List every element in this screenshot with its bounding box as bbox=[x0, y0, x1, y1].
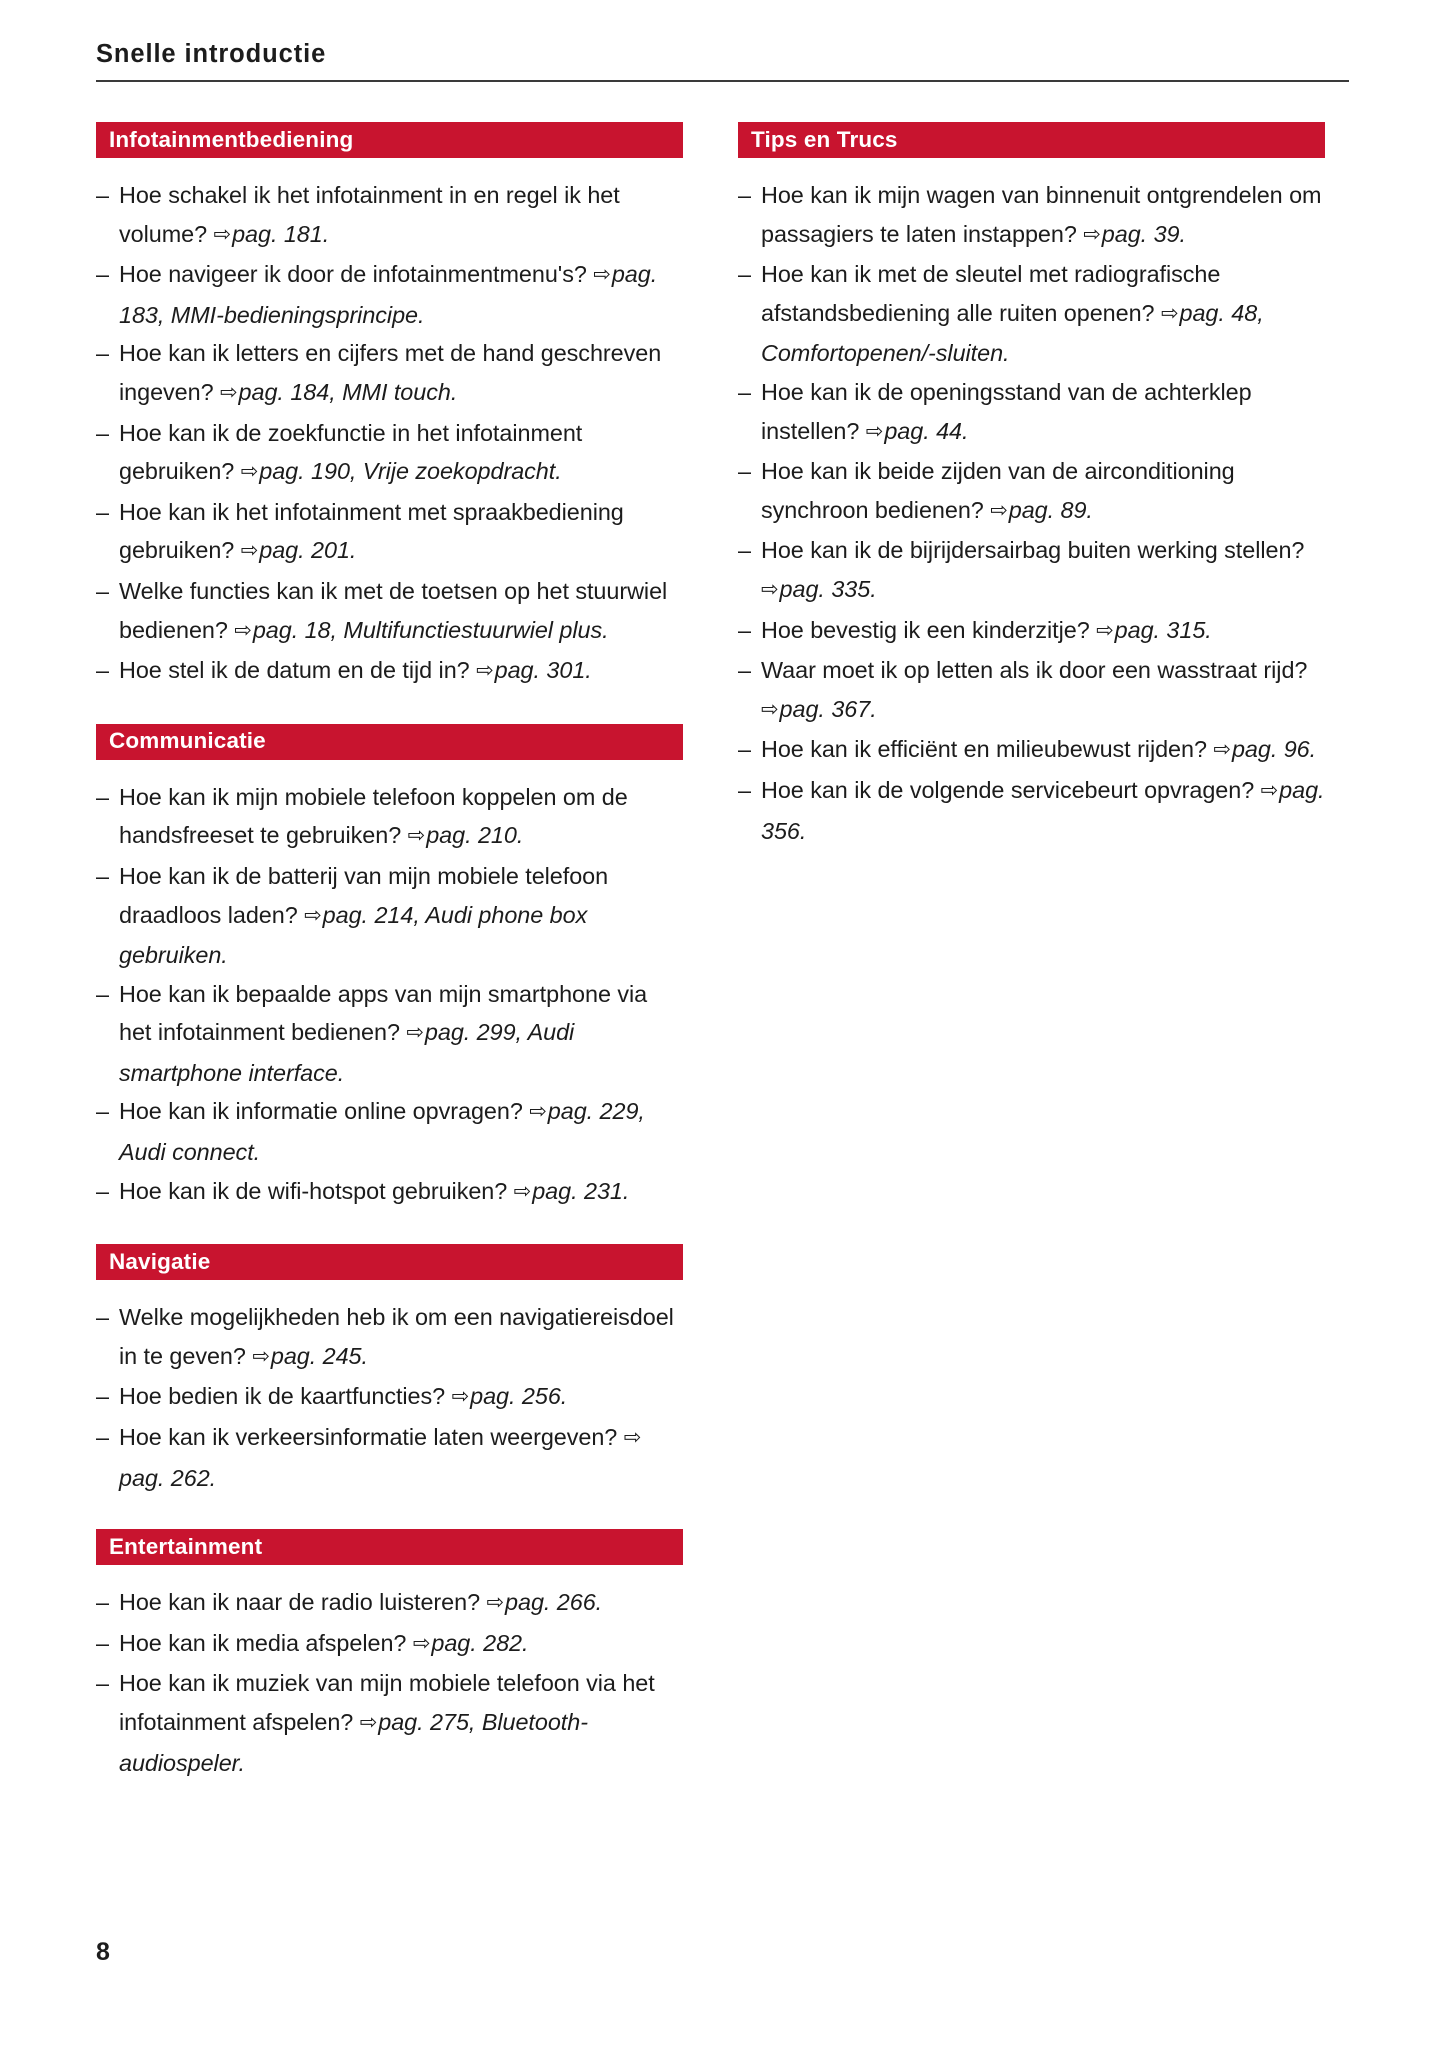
question-text: Hoe navigeer ik door de infotainmentmenu's? bbox=[119, 261, 594, 288]
dash-bullet-icon: – bbox=[96, 657, 109, 684]
cross-reference[interactable] bbox=[1083, 221, 1186, 247]
cross-reference[interactable] bbox=[990, 497, 1093, 523]
cross-reference-label: pag. 210. bbox=[426, 822, 524, 849]
right-arrow-icon: ⇨ bbox=[451, 1385, 470, 1409]
question-text: Hoe kan ik verkeersinformatie laten weergeven? bbox=[119, 1424, 624, 1451]
right-arrow-icon: ⇨ bbox=[406, 1021, 424, 1045]
dash-bullet-icon: – bbox=[96, 498, 109, 525]
question-list bbox=[96, 760, 683, 1213]
section-title: Entertainment bbox=[109, 1533, 263, 1559]
right-arrow-icon: ⇨ bbox=[1096, 618, 1114, 642]
list-item bbox=[738, 611, 1325, 652]
question-text: Hoe bevestig ik een kinderzitje? bbox=[761, 616, 1097, 643]
right-arrow-icon: ⇨ bbox=[304, 903, 322, 927]
cross-reference-label: pag. 190, Vrije zoekopdracht. bbox=[259, 458, 562, 485]
dash-bullet-icon: – bbox=[96, 182, 109, 208]
list-item bbox=[738, 255, 1325, 373]
right-arrow-icon: ⇨ bbox=[1160, 301, 1179, 325]
cross-reference-label: pag. 184, MMI touch. bbox=[238, 378, 458, 405]
cross-reference[interactable] bbox=[761, 576, 877, 602]
cross-reference-label: pag. 262. bbox=[119, 1464, 217, 1491]
section-title: Infotainmentbediening bbox=[109, 126, 354, 152]
question-text: Hoe kan ik mijn wagen van binnenuit ontgrendelen om passagiers te laten instappen? bbox=[761, 182, 1322, 247]
list-item bbox=[96, 857, 683, 975]
cross-reference[interactable] bbox=[252, 1343, 368, 1369]
question-text: Hoe kan ik de bijrijdersairbag buiten werking stellen? bbox=[761, 537, 1305, 564]
cross-reference-label: pag. 44. bbox=[884, 417, 969, 444]
right-arrow-icon: ⇨ bbox=[865, 419, 884, 443]
cross-reference-label: pag. 245. bbox=[270, 1342, 368, 1369]
cross-reference-label: pag. 201. bbox=[259, 537, 357, 564]
question-text: Hoe bedien ik de kaartfuncties? bbox=[119, 1383, 452, 1410]
left-column bbox=[96, 122, 683, 1782]
right-arrow-icon: ⇨ bbox=[1213, 738, 1231, 762]
question-text: Hoe kan ik met de sleutel met radiografische afstandsbediening alle ruiten openen? bbox=[761, 261, 1221, 326]
question-list bbox=[96, 1280, 683, 1497]
question-text: Hoe kan ik de volgende servicebeurt opvragen? bbox=[761, 776, 1261, 803]
list-item bbox=[96, 1298, 683, 1377]
list-item bbox=[96, 1377, 683, 1418]
dash-bullet-icon: – bbox=[96, 1670, 109, 1697]
dash-bullet-icon: – bbox=[96, 419, 109, 446]
cross-reference[interactable] bbox=[1213, 736, 1316, 762]
right-column bbox=[738, 122, 1325, 850]
question-text: Hoe kan ik informatie online opvragen? bbox=[119, 1098, 530, 1125]
question-text: Hoe kan ik beide zijden van de airconditioning synchroon bedienen? bbox=[761, 458, 1235, 523]
right-arrow-icon: ⇨ bbox=[220, 380, 238, 404]
dash-bullet-icon: – bbox=[738, 616, 751, 643]
cross-reference[interactable] bbox=[476, 657, 592, 683]
right-arrow-icon: ⇨ bbox=[213, 222, 232, 246]
question-list bbox=[96, 158, 683, 692]
right-arrow-icon: ⇨ bbox=[1260, 778, 1279, 802]
right-arrow-icon: ⇨ bbox=[1083, 222, 1101, 246]
list-item bbox=[96, 493, 683, 572]
list-item bbox=[96, 176, 683, 255]
header-divider bbox=[96, 80, 1349, 82]
dash-bullet-icon: – bbox=[96, 1177, 109, 1204]
list-item bbox=[96, 651, 683, 692]
right-arrow-icon: ⇨ bbox=[252, 1344, 270, 1368]
list-item bbox=[96, 1664, 683, 1782]
cross-reference-label: pag. 214, Audi phone box gebruiken. bbox=[119, 901, 588, 969]
dash-bullet-icon: – bbox=[738, 378, 751, 405]
question-text: Hoe kan ik bepaalde apps van mijn smartphone via het infotainment bedienen? bbox=[119, 980, 648, 1046]
question-list bbox=[96, 1565, 683, 1782]
list-item bbox=[738, 651, 1325, 730]
right-arrow-icon: ⇨ bbox=[240, 539, 259, 563]
cross-reference[interactable] bbox=[241, 458, 562, 484]
dash-bullet-icon: – bbox=[738, 657, 751, 684]
question-text: Hoe kan ik de zoekfunctie in het infotainment gebruiken? bbox=[119, 419, 583, 485]
cross-reference-label: pag. 183, MMI-bedieningsprincipe. bbox=[119, 261, 658, 328]
question-text: Hoe schakel ik het infotainment in en regel ik het volume? bbox=[119, 182, 620, 247]
dash-bullet-icon: – bbox=[96, 1304, 109, 1331]
cross-reference-label: pag. 48, Comfortopenen/-sluiten. bbox=[761, 299, 1264, 367]
dash-bullet-icon: – bbox=[96, 783, 109, 810]
cross-reference-label: pag. 356. bbox=[761, 776, 1325, 844]
right-arrow-icon: ⇨ bbox=[407, 824, 426, 848]
dash-bullet-icon: – bbox=[96, 261, 109, 288]
dash-bullet-icon: – bbox=[96, 1589, 109, 1616]
dash-bullet-icon: – bbox=[738, 458, 751, 485]
dash-bullet-icon: – bbox=[96, 862, 109, 889]
right-arrow-icon: ⇨ bbox=[529, 1100, 547, 1124]
section-header-infotainmentbediening bbox=[96, 122, 683, 158]
list-item bbox=[96, 778, 683, 857]
question-text: Waar moet ik op letten als ik door een wasstraat rijd? bbox=[761, 657, 1308, 684]
cross-reference-label: pag. 89. bbox=[1008, 496, 1093, 523]
cross-reference-label: pag. 266. bbox=[505, 1589, 603, 1616]
cross-reference[interactable] bbox=[514, 1178, 630, 1204]
section-infotainmentbediening bbox=[96, 122, 683, 692]
question-text: Hoe kan ik letters en cijfers met de hand geschreven ingeven? bbox=[119, 340, 662, 405]
list-item bbox=[738, 176, 1325, 255]
list-item bbox=[96, 1172, 683, 1213]
dash-bullet-icon: – bbox=[96, 1383, 109, 1410]
cross-reference-label: pag. 39. bbox=[1101, 220, 1186, 247]
cross-reference[interactable] bbox=[413, 1630, 529, 1656]
cross-reference[interactable] bbox=[408, 822, 524, 848]
question-text: Welke functies kan ik met de toetsen op het stuurwiel bedienen? bbox=[119, 577, 668, 643]
right-arrow-icon: ⇨ bbox=[486, 1591, 505, 1615]
right-arrow-icon: ⇨ bbox=[623, 1426, 642, 1450]
question-text: Hoe kan ik muziek van mijn mobiele telefoon via het infotainment afspelen? bbox=[119, 1670, 655, 1735]
right-arrow-icon: ⇨ bbox=[990, 498, 1008, 522]
cross-reference[interactable] bbox=[220, 379, 457, 405]
list-item bbox=[96, 975, 683, 1093]
section-header-entertainment bbox=[96, 1529, 683, 1565]
list-item bbox=[738, 531, 1325, 610]
right-arrow-icon: ⇨ bbox=[234, 618, 252, 642]
dash-bullet-icon: – bbox=[96, 1629, 109, 1656]
dash-bullet-icon: – bbox=[96, 340, 109, 367]
cross-reference-label: pag. 229, Audi connect. bbox=[119, 1098, 645, 1166]
cross-reference-label: pag. 299, Audi smartphone interface. bbox=[119, 1019, 575, 1086]
page-number: 8 bbox=[96, 1938, 110, 1966]
list-item bbox=[96, 572, 683, 651]
cross-reference-label: pag. 96. bbox=[1231, 736, 1317, 763]
question-text: Hoe stel ik de datum en de tijd in? bbox=[119, 657, 477, 684]
list-item bbox=[96, 1092, 683, 1171]
question-text: Hoe kan ik de batterij van mijn mobiele telefoon draadloos laden? bbox=[119, 862, 609, 928]
cross-reference[interactable] bbox=[214, 221, 330, 247]
section-header-communicatie bbox=[96, 724, 683, 760]
page-title: Snelle introductie bbox=[96, 40, 327, 68]
list-item bbox=[96, 334, 683, 413]
question-text: Hoe kan ik mijn mobiele telefoon koppelen om de handsfreeset te gebruiken? bbox=[119, 783, 628, 849]
list-item bbox=[738, 452, 1325, 531]
cross-reference[interactable] bbox=[234, 617, 608, 643]
dash-bullet-icon: – bbox=[96, 1098, 109, 1125]
cross-reference[interactable] bbox=[866, 418, 969, 444]
cross-reference[interactable] bbox=[761, 696, 877, 722]
dash-bullet-icon: – bbox=[738, 182, 751, 208]
question-text: Hoe kan ik naar de radio luisteren? bbox=[119, 1589, 487, 1616]
cross-reference-label: pag. 275, Bluetooth-audiospeler. bbox=[119, 1709, 588, 1776]
right-arrow-icon: ⇨ bbox=[240, 460, 259, 484]
section-title: Navigatie bbox=[109, 1249, 211, 1274]
list-item bbox=[96, 1583, 683, 1624]
dash-bullet-icon: – bbox=[738, 776, 751, 803]
question-list bbox=[738, 158, 1325, 850]
question-text: Hoe kan ik de wifi-hotspot gebruiken? bbox=[119, 1177, 514, 1204]
question-text: Hoe kan ik efficiënt en milieubewust rijden? bbox=[761, 736, 1214, 763]
list-item bbox=[96, 1418, 683, 1497]
dash-bullet-icon: – bbox=[96, 1424, 109, 1451]
section-title: Communicatie bbox=[109, 728, 266, 754]
section-title: Tips en Trucs bbox=[751, 126, 898, 152]
right-arrow-icon: ⇨ bbox=[513, 1179, 532, 1203]
section-header-navigatie bbox=[96, 1244, 683, 1280]
cross-reference-label: pag. 18, Multifunctiestuurwiel plus. bbox=[252, 616, 609, 643]
right-arrow-icon: ⇨ bbox=[476, 659, 494, 683]
section-header-tips-en-trucs bbox=[738, 122, 1325, 158]
list-item bbox=[738, 373, 1325, 452]
cross-reference[interactable] bbox=[241, 537, 357, 563]
cross-reference-label: pag. 367. bbox=[779, 695, 877, 722]
dash-bullet-icon: – bbox=[96, 980, 109, 1007]
section-communicatie bbox=[96, 724, 683, 1213]
right-arrow-icon: ⇨ bbox=[359, 1711, 378, 1734]
list-item bbox=[96, 1624, 683, 1665]
cross-reference-label: pag. 181. bbox=[232, 220, 330, 247]
dash-bullet-icon: – bbox=[96, 577, 109, 604]
list-item bbox=[738, 771, 1325, 850]
list-item bbox=[738, 730, 1325, 771]
list-item bbox=[96, 255, 683, 334]
right-arrow-icon: ⇨ bbox=[412, 1631, 431, 1655]
section-navigatie bbox=[96, 1244, 683, 1497]
question-text: Hoe kan ik het infotainment met spraakbediening gebruiken? bbox=[119, 498, 624, 564]
right-arrow-icon: ⇨ bbox=[761, 577, 779, 601]
cross-reference-label: pag. 231. bbox=[532, 1177, 630, 1204]
dash-bullet-icon: – bbox=[738, 261, 751, 288]
dash-bullet-icon: – bbox=[738, 537, 751, 564]
cross-reference-label: pag. 315. bbox=[1114, 616, 1212, 643]
right-arrow-icon: ⇨ bbox=[761, 697, 779, 721]
cross-reference-label: pag. 301. bbox=[494, 657, 592, 684]
cross-reference-label: pag. 335. bbox=[779, 575, 877, 602]
cross-reference[interactable] bbox=[1096, 617, 1212, 643]
section-tips-en-trucs bbox=[738, 122, 1325, 850]
right-arrow-icon: ⇨ bbox=[593, 263, 611, 287]
cross-reference[interactable] bbox=[452, 1383, 568, 1409]
cross-reference-label: pag. 282. bbox=[431, 1629, 529, 1656]
section-entertainment bbox=[96, 1529, 683, 1782]
list-item bbox=[96, 414, 683, 493]
cross-reference-label: pag. 256. bbox=[470, 1383, 568, 1410]
question-text: Hoe kan ik de openingsstand van de achterklep instellen? bbox=[761, 378, 1252, 444]
question-text: Hoe kan ik media afspelen? bbox=[119, 1629, 413, 1656]
cross-reference[interactable] bbox=[486, 1589, 602, 1615]
question-text: Welke mogelijkheden heb ik om een navigatiereisdoel in te geven? bbox=[119, 1304, 674, 1369]
dash-bullet-icon: – bbox=[738, 736, 751, 763]
